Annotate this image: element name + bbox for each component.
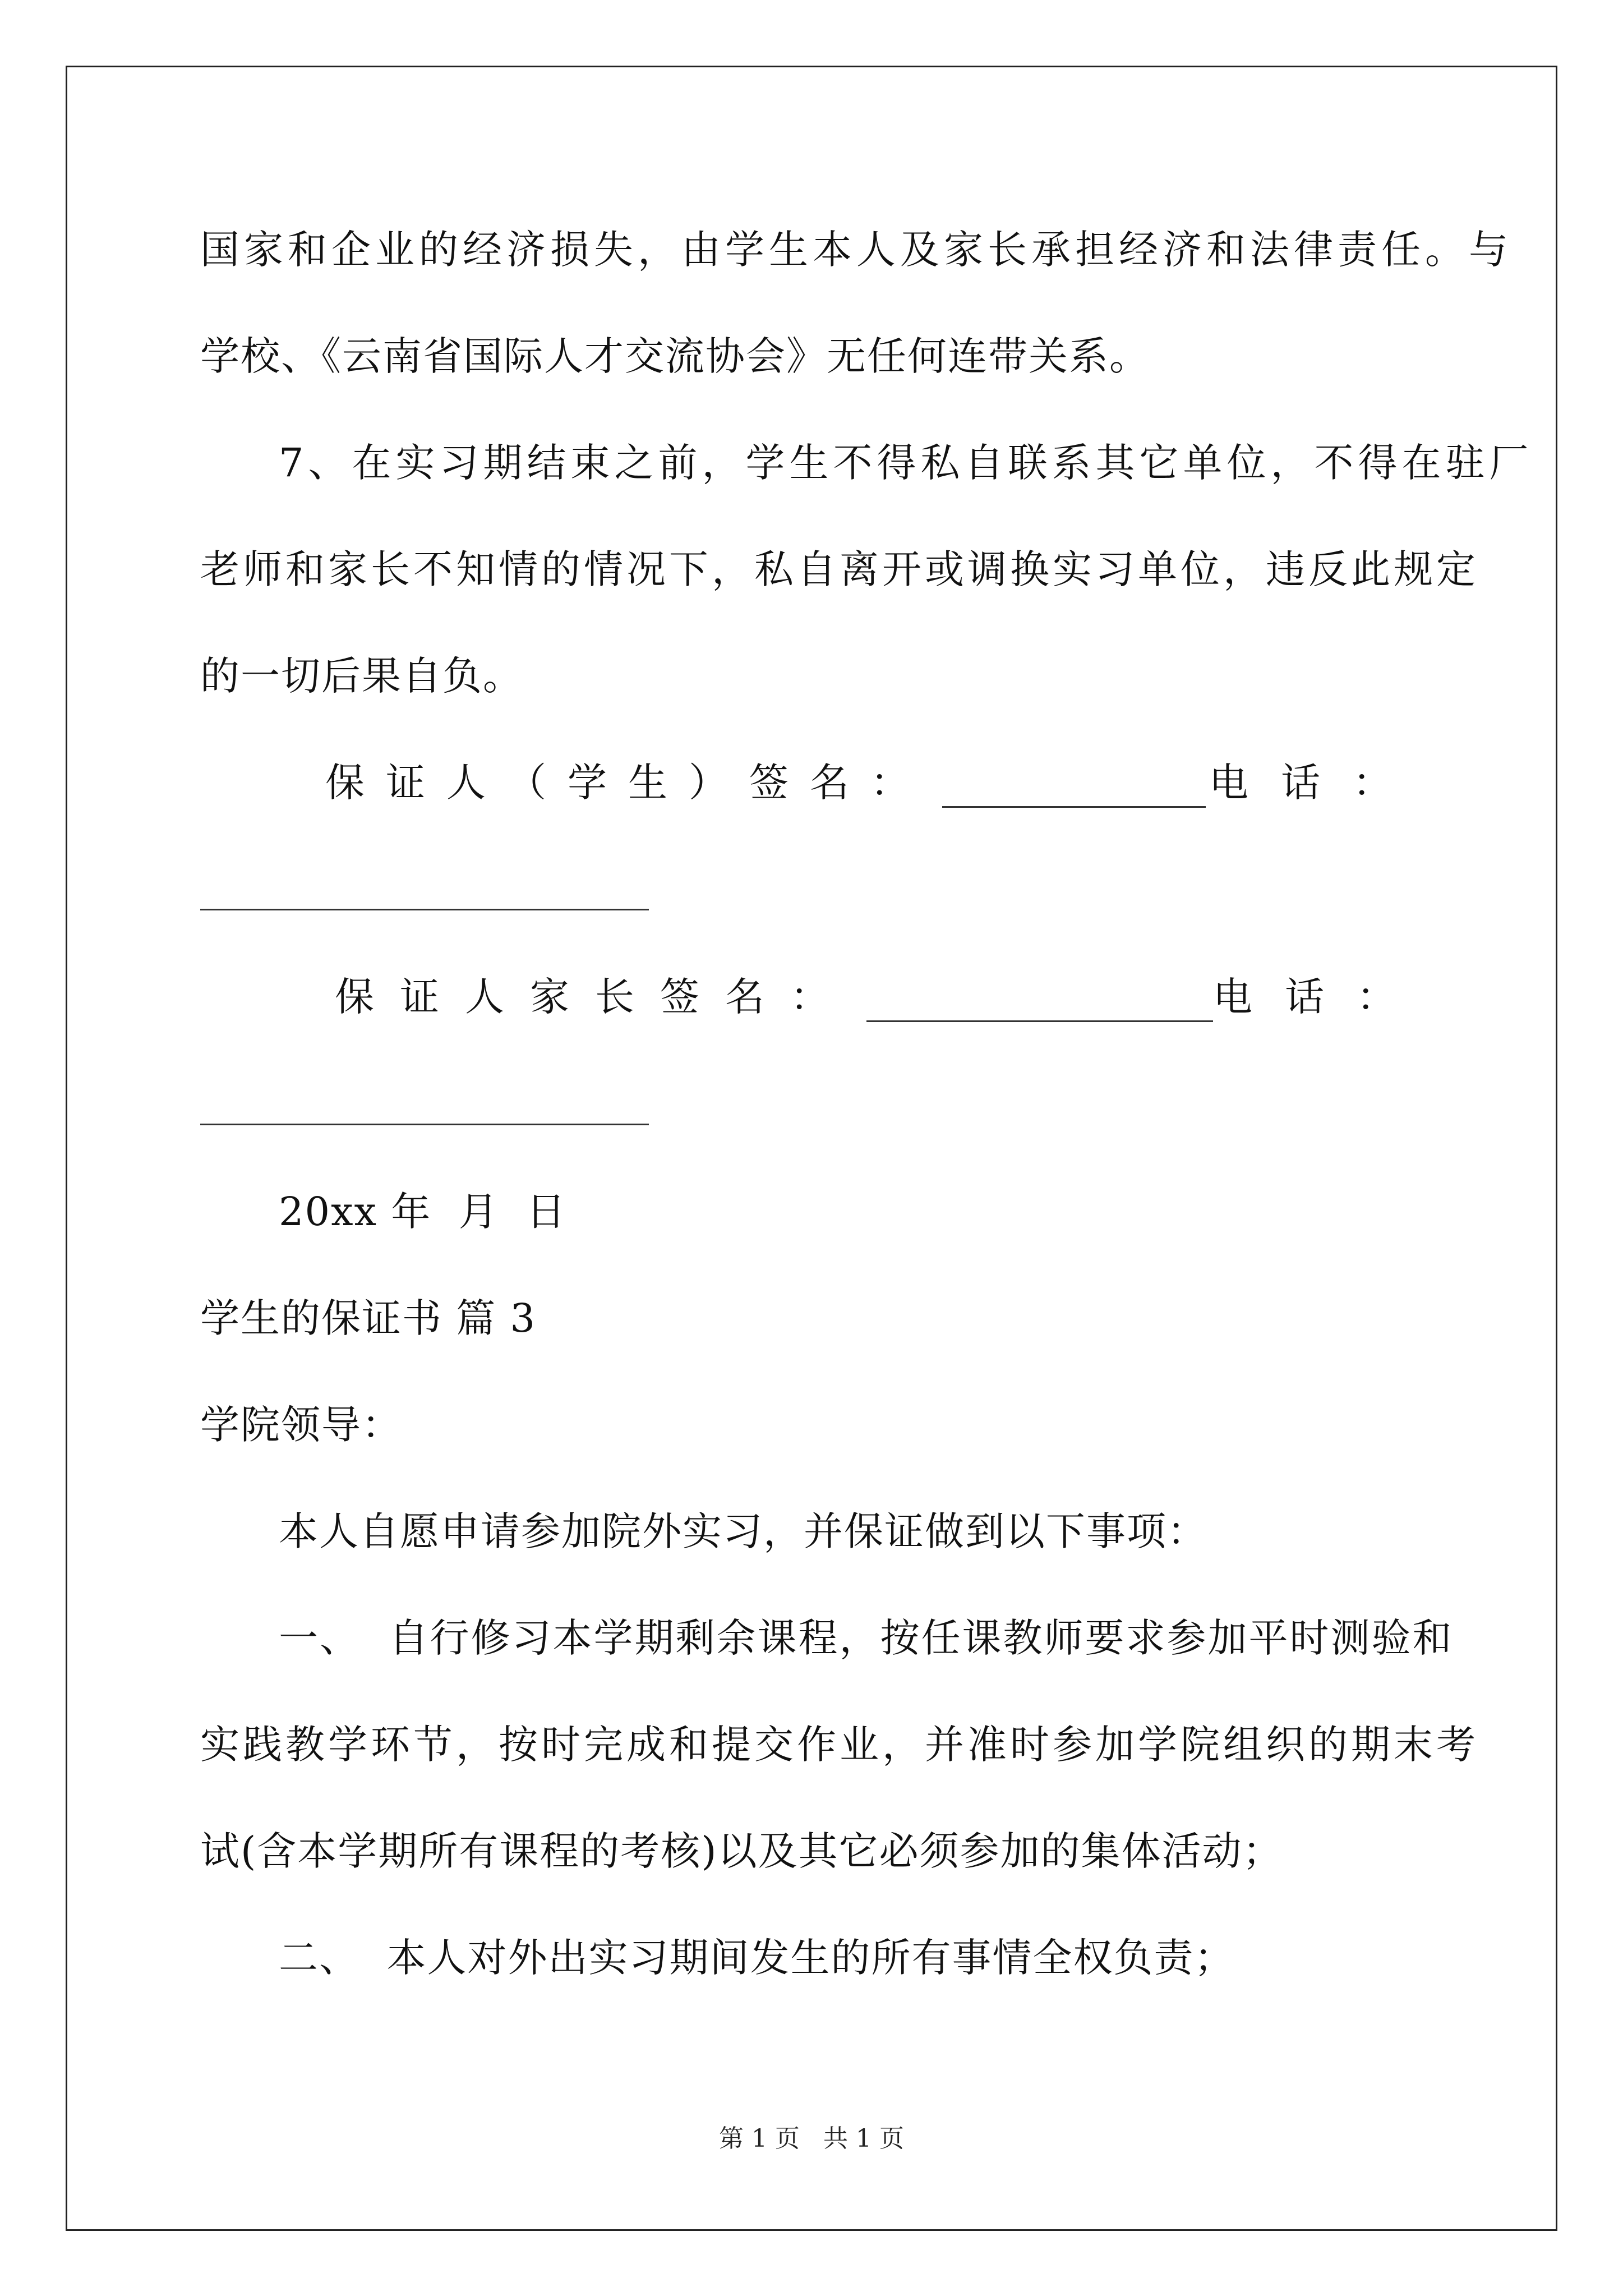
text-line-2: 学校、《云南省国际人才交流协会》无任何连带关系。 bbox=[200, 333, 1150, 379]
text-line-1 bbox=[200, 224, 1513, 275]
body-line-3: 实践教学环节，按时完成和提交作业，并准时参加学院组织的期末考 bbox=[200, 1722, 1479, 1768]
signature-parent-row bbox=[335, 972, 1428, 1022]
signature-student-label: 保证人（学生）签名： bbox=[325, 760, 931, 806]
signature-student-phone-label: 电话： bbox=[1209, 760, 1424, 806]
date-line: 20xx 年 月 日 bbox=[279, 1189, 567, 1235]
page-border bbox=[66, 66, 1557, 2231]
signature-student-row bbox=[325, 757, 1424, 808]
body-line-4: 试(含本学期所有课程的考核)以及其它必须参加的集体活动； bbox=[200, 1828, 1283, 1874]
signature-parent-blank bbox=[866, 981, 1213, 1022]
section-title: 学生的保证书 篇 3 bbox=[200, 1295, 537, 1341]
salutation: 学院领导： bbox=[200, 1402, 402, 1448]
page-footer: 第 1 页 共 1 页 bbox=[719, 2124, 904, 2153]
signature-parent-phone-blank bbox=[200, 1124, 649, 1125]
text-line-4: 老师和家长不知情的情况下，私自离开或调换实习单位，违反此规定 bbox=[200, 546, 1479, 592]
body-line-5: 二、 本人对外出实习期间发生的所有事情全权负责； bbox=[279, 1935, 1235, 1981]
signature-parent-phone-label: 电话： bbox=[1213, 974, 1428, 1020]
body-line-1: 本人自愿申请参加院外实习，并保证做到以下事项： bbox=[279, 1508, 1207, 1554]
text-line-3: 7、在实习期结束之前，学生不得私自联系其它单位，不得在驻厂 bbox=[279, 440, 1533, 486]
signature-student-blank bbox=[942, 767, 1206, 808]
text-line-1-content: 国家和企业的经济损失，由学生本人及家长承担经济和法律责任。与 bbox=[200, 227, 1513, 273]
signature-parent-label: 保证人家长签名： bbox=[335, 974, 855, 1020]
signature-student-phone-blank bbox=[200, 909, 649, 910]
text-line-5: 的一切后果自负。 bbox=[200, 653, 523, 699]
body-line-2: 一、 自行修习本学期剩余课程，按任课教师要求参加平时测验和 bbox=[279, 1615, 1454, 1661]
